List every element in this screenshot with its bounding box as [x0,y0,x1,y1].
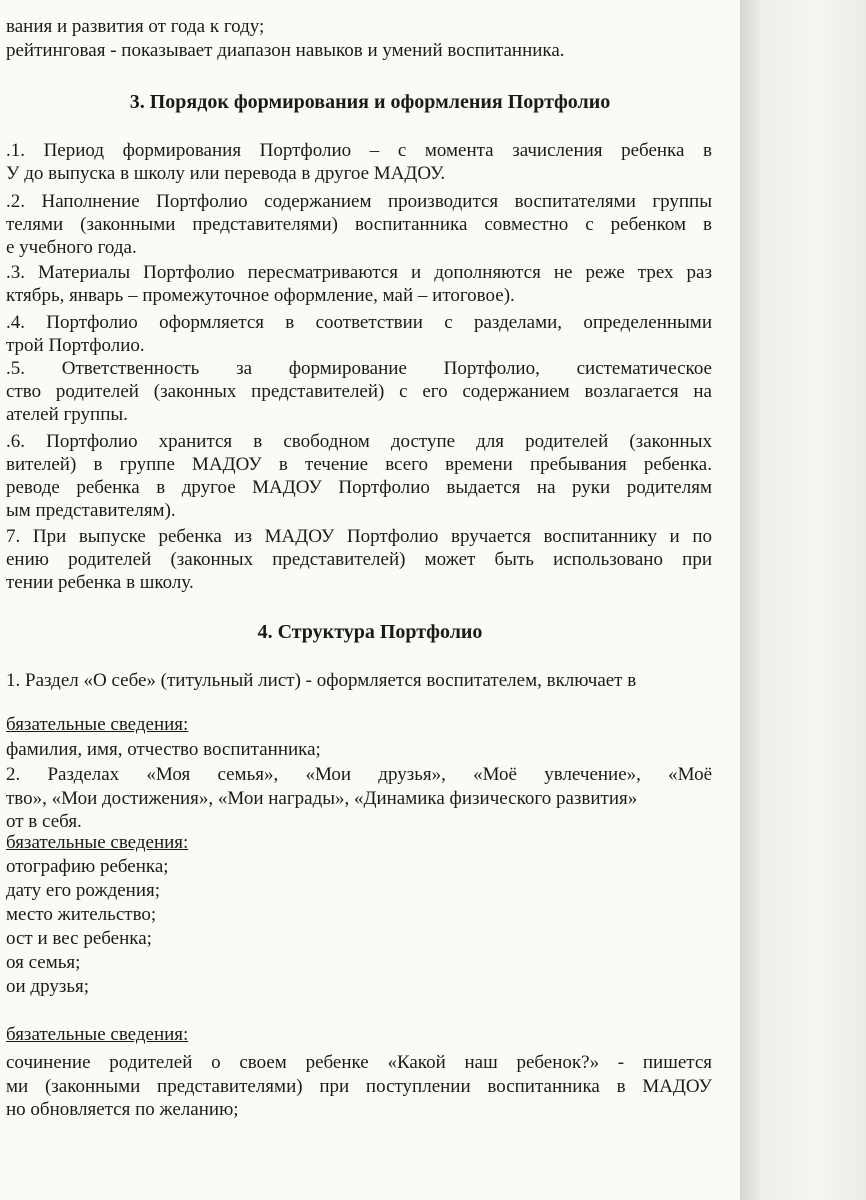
section-4-heading: 4. Структура Портфолио [257,621,483,643]
text-line: 1. Раздел «О себе» (титульный лист) - оформляется воспитателем, включает в [6,670,637,691]
text-line: вителей) в группе МАДОУ в течение всего времени пребывания ребенка. [6,454,712,475]
text-line: фамилия, имя, отчество воспитанника; [6,739,321,760]
text-line: но обновляется по желанию; [6,1099,239,1120]
text-line: .3. Материалы Портфолио пересматриваются и дополняются не реже трех раз [6,262,712,283]
text-line: вания и развития от года к году; [6,16,265,37]
text-line: телями (законными представителями) воспитанника совместно с ребенком в [6,214,712,235]
text-line: .4. Портфолио оформляется в соответствии с разделами, определенными [6,312,712,333]
text-line: рейтинговая - показывает диапазон навыков и умений воспитанника. [6,40,565,61]
text-line: У до выпуска в школу или перевода в другое МАДОУ. [6,163,446,184]
text-line: от в себя. [6,811,82,832]
text-line: ство родителей (законных представителей) с его содержанием возлагается на [6,381,712,402]
text-line: ои друзья; [6,976,90,997]
text-line: сочинение родителей о своем ребенке «Какой наш ребенок?» - пишется [6,1052,712,1073]
text-line: е учебного года. [6,237,137,258]
text-line: дату его рождения; [6,880,161,901]
text-line: реводе ребенка в другое МАДОУ Портфолио выдается на руки родителям [6,477,712,498]
text-line: отографию ребенка; [6,856,169,877]
text-line: ми (законными представителями) при поступлении воспитанника в МАДОУ [6,1076,712,1097]
text-line: 2. Разделах «Моя семья», «Мои друзья», «Моё увлечение», «Моё [6,764,712,785]
page-edge-shadow [740,0,866,1200]
text-line: тении ребенка в школу. [6,572,194,593]
text-line: ателей группы. [6,404,128,425]
text-line: .2. Наполнение Портфолио содержанием производится воспитателями группы [6,191,712,212]
text-line: .1. Период формирования Портфолио – с момента зачисления ребенка в [6,140,712,161]
text-line: место жительство; [6,904,157,925]
text-line: .6. Портфолио хранится в свободном доступе для родителей (законных [6,431,712,452]
text-line: .5. Ответственность за формирование Портфолио, систематическое [6,358,712,379]
subheading-required-info: бязательные сведения: [6,714,189,735]
text-line: трой Портфолио. [6,335,145,356]
text-line: ктябрь, январь – промежуточное оформление, май – итоговое). [6,285,515,306]
text-line: ост и вес ребенка; [6,928,152,949]
text-line: ению родителей (законных представителей) может быть использовано при [6,549,712,570]
subheading-required-info: бязательные сведения: [6,832,189,853]
section-3-heading: 3. Порядок формирования и оформления Портфолио [129,91,611,113]
text-line: ым представителям). [6,500,176,521]
text-line: оя семья; [6,952,81,973]
text-line: 7. При выпуске ребенка из МАДОУ Портфолио вручается воспитаннику и по [6,526,712,547]
text-line: тво», «Мои достижения», «Мои награды», «Динамика физического развития» [6,788,638,809]
subheading-required-info: бязательные сведения: [6,1024,189,1045]
